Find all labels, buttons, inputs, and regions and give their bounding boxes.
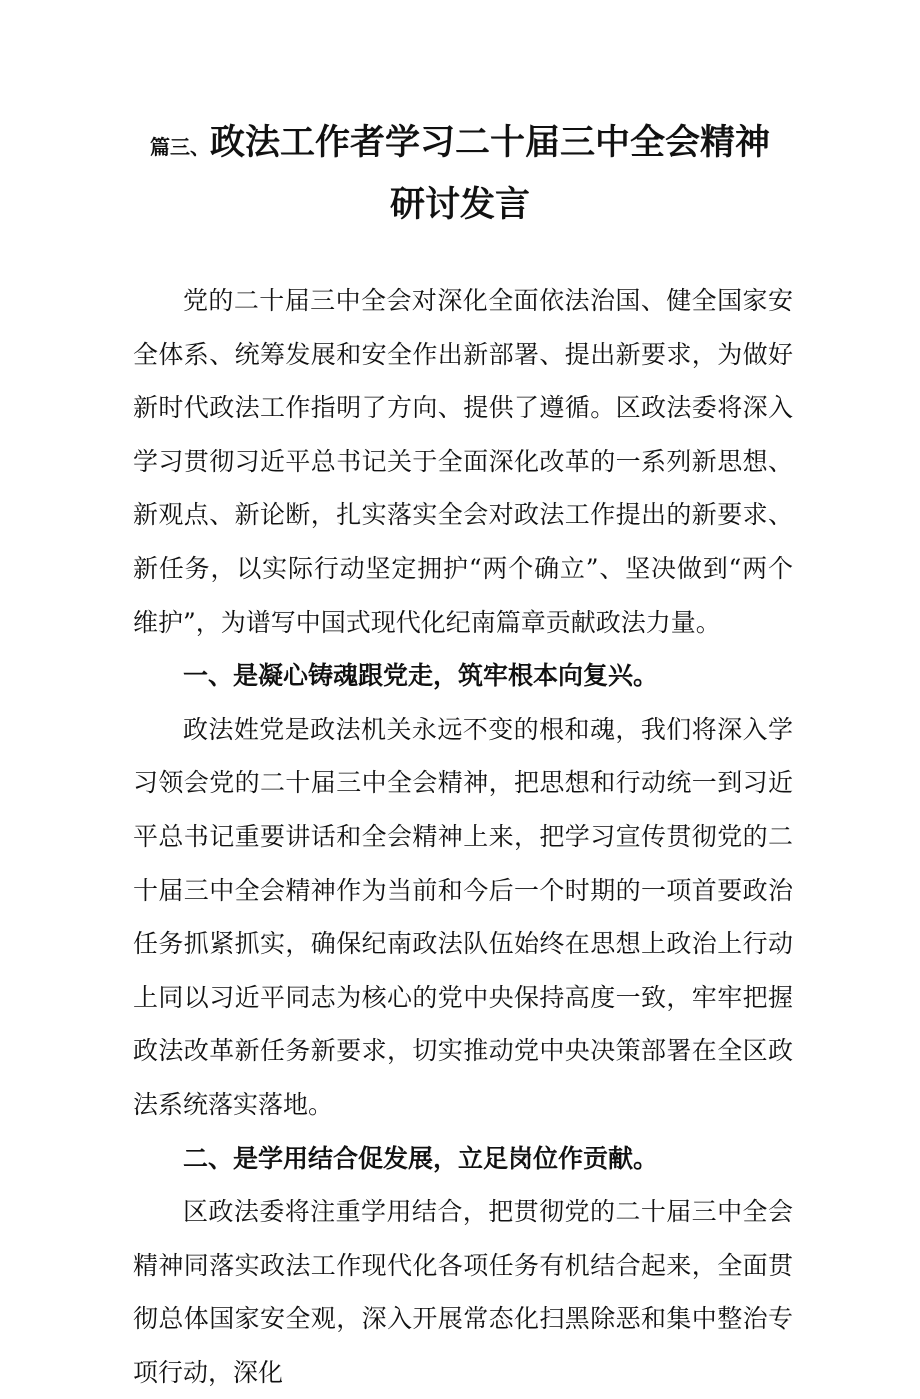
document-body — [133, 274, 793, 1399]
paragraph-section-2: 区政法委将注重学用结合，把贯彻党的二十届三中全会精神同落实政法工作现代化各项任务有机结合起来，全面贯彻总体国家安全观，深入开展常态化扫黑除恶和集中整治专项行动，深化 — [133, 1197, 793, 1387]
section-heading-2: 二、是学用结合促发展，立足岗位作贡献。 — [183, 1143, 659, 1173]
document-title — [0, 118, 920, 172]
paragraph-intro: 党的二十届三中全会对深化全面依法治国、健全国家安全体系、统筹发展和安全作出新部署、提出新要求，为做好新时代政法工作指明了方向、提供了遵循。区政法委将深入学习贯彻习近平总书记关于全面深化改革的一系列新思想、新观点、新论断，扎实落实全会对政法工作提出的新要求、新任务，以实际行动坚定拥护“两个确立”、坚决做到“两个维护”，为谱写中国式现代化纪南篇章贡献政法力量。 — [133, 286, 793, 637]
section-heading-1: 一、是凝心铸魂跟党走，筑牢根本向复兴。 — [183, 661, 659, 691]
title-main: 政法工作者学习二十届三中全会精神 — [209, 123, 770, 163]
title-prefix: 篇三、 — [149, 135, 210, 159]
paragraph-section-1: 政法姓党是政法机关永远不变的根和魂，我们将深入学习领会党的二十届三中全会精神，把思想和行动统一到习近平总书记重要讲话和全会精神上来，把学习宣传贯彻党的二十届三中全会精神作为当前和今后一个时期的一项首要政治任务抓紧抓实，确保纪南政法队伍始终在思想上政治上行动上同以习近平同志为核心的党中央保持高度一致，牢牢把握政法改革新任务新要求，切实推动党中央决策部署在全区政法系统落实落地。 — [133, 714, 793, 1119]
document-title-continued: 研讨发言 — [389, 185, 530, 225]
